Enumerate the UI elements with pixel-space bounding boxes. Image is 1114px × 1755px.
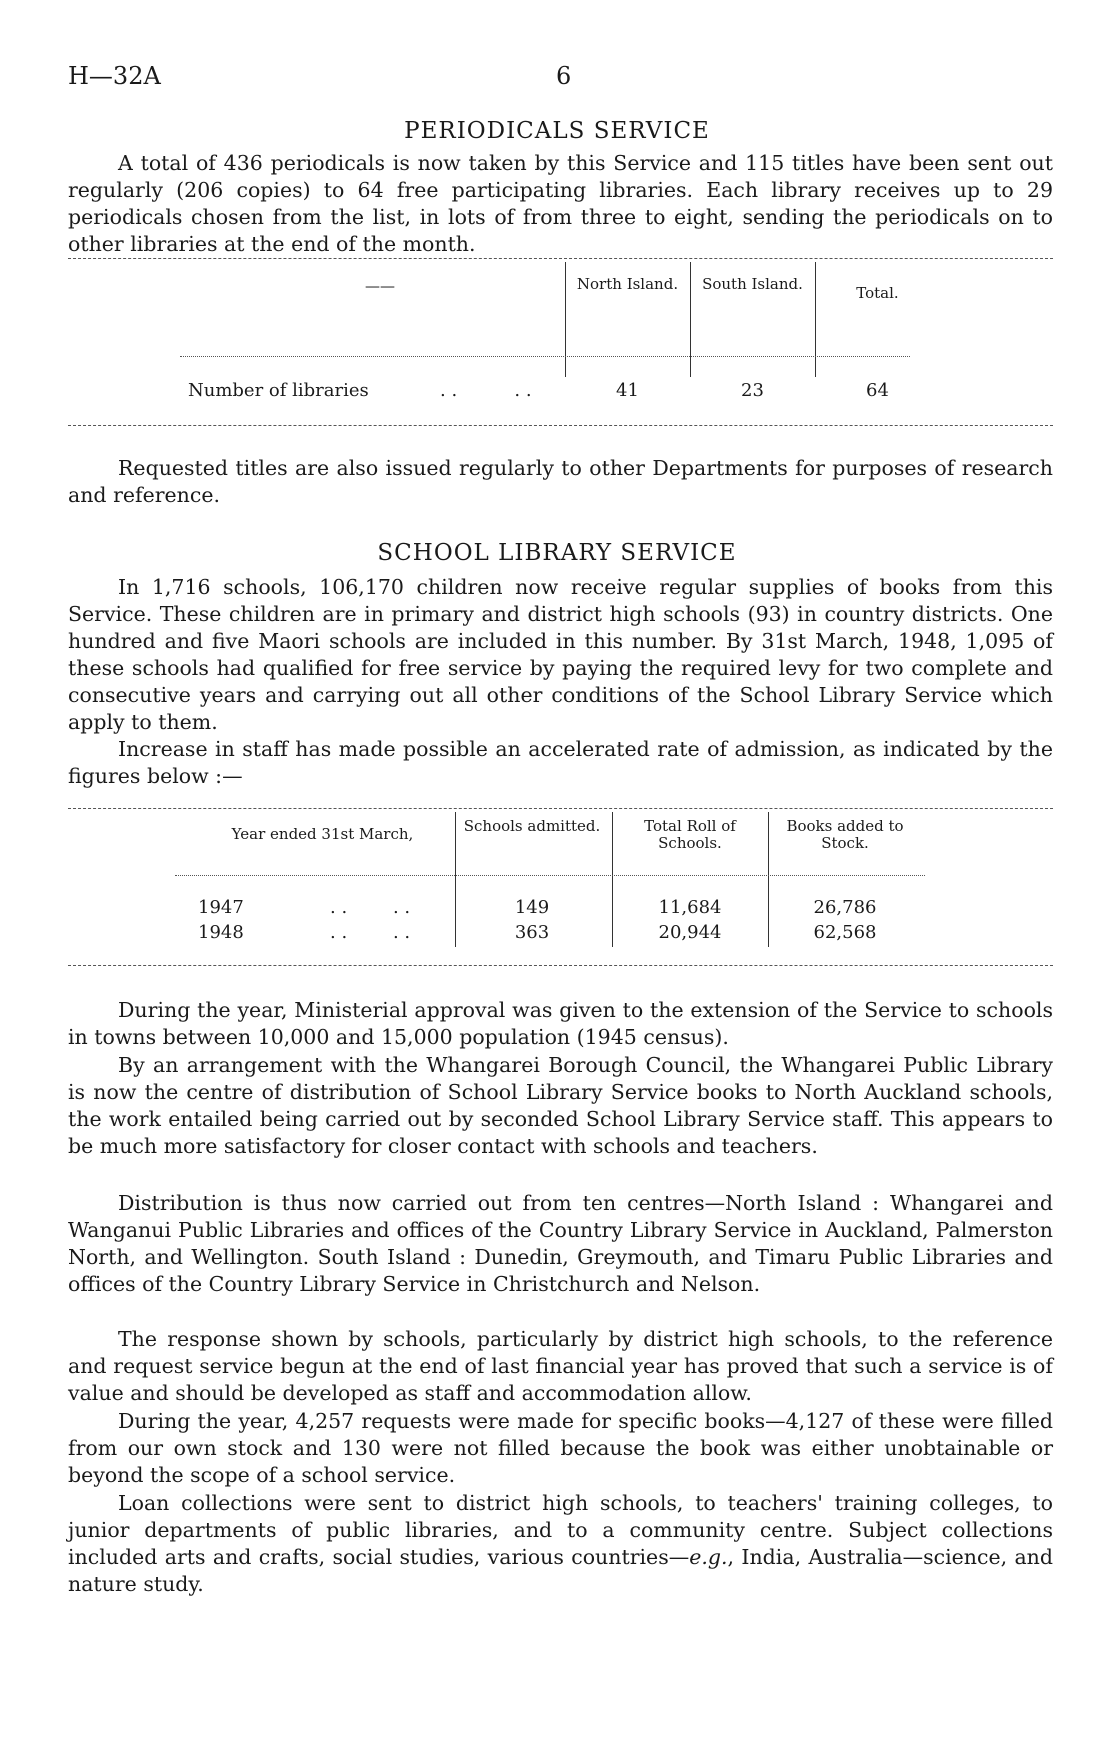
year-cell: 1948 xyxy=(198,922,244,943)
year-header: Year ended 31st March, xyxy=(231,825,414,843)
row-leader: . . . . xyxy=(330,897,411,918)
page-number: 6 xyxy=(556,62,572,90)
table-top-rule xyxy=(68,808,1053,809)
blank-header: —— xyxy=(365,277,395,295)
periodicals-heading: PERIODICALS SERVICE xyxy=(404,118,710,144)
schools-cell: 149 xyxy=(514,897,550,918)
paragraph-8-text-b: , India, Australia—science, and nature study. xyxy=(68,1545,1053,1596)
column-divider xyxy=(690,262,691,377)
table-bottom-rule xyxy=(68,425,1053,426)
books-cell: 26,786 xyxy=(813,897,877,918)
column-divider xyxy=(455,812,456,947)
paragraph-8-abbrev: e.g. xyxy=(689,1545,728,1569)
year-cell: 1947 xyxy=(198,897,244,918)
header-rule xyxy=(175,875,925,876)
report-reference: H—32A xyxy=(68,62,161,90)
table-bottom-rule xyxy=(68,965,1053,966)
school-library-paragraph-7: During the year, 4,257 requests were made for specific books—4,127 of these were filled from our own stock and 130 were not filled because the book was either unobtainable or beyond the scope of a school service. xyxy=(68,1409,1053,1487)
page-header xyxy=(68,62,1048,92)
school-library-paragraph-1: In 1,716 schools, 106,170 children now receive regular supplies of books from this Service. These children are in primary and district high schools (93) in country districts. One hundred and five Maori schools are included in this number. By 31st March, 1948, 1,095 of these schools had qualified for free service by paying the required levy for two complete and consecutive years and carrying out all other conditions of the School Library Service which apply to them. xyxy=(68,575,1053,734)
north-island-value: 41 xyxy=(616,380,639,401)
books-cell: 62,568 xyxy=(813,922,877,943)
school-library-paragraph-5: Distribution is thus now carried out from ten centres—North Island : Whangarei and Wanganui Public Libraries and offices of the Country Library Service in Auckland, Palmerston North, and Wellington. South Island : Dunedin, Greymouth, and Timaru Public Libraries and offices of the Country Library Service in Christchurch and Nelson. xyxy=(68,1191,1053,1296)
school-library-paragraph-3: During the year, Ministerial approval was given to the extension of the Service to schools in towns between 10,000 and 15,000 population (1945 census). xyxy=(68,998,1053,1049)
table-top-rule xyxy=(68,258,1053,259)
header-rule xyxy=(180,356,910,357)
roll-cell: 20,944 xyxy=(658,922,722,943)
roll-cell: 11,684 xyxy=(658,897,722,918)
schools-admitted-header: Schools admitted. xyxy=(463,817,601,835)
school-library-paragraph-4: By an arrangement with the Whangarei Borough Council, the Whangarei Public Library is now the centre of distribution of School Library Service books to North Auckland schools, the work entailed being carried out by seconded School Library Service staff. This appears to be much more satisfactory for closer contact with schools and teachers. xyxy=(68,1053,1053,1158)
column-divider xyxy=(612,812,613,947)
paragraph-8-text-a: Loan collections were sent to district high schools, to teachers' training colleges, to junior departments of public libraries, and to a community centre. Subject collections included arts and crafts, social studies, various countries— xyxy=(68,1491,1053,1569)
row-leader: . . . . xyxy=(440,380,532,401)
school-library-heading: SCHOOL LIBRARY SERVICE xyxy=(377,540,737,566)
south-island-header: South Island. xyxy=(702,275,803,293)
column-divider xyxy=(768,812,769,947)
column-divider xyxy=(815,262,816,377)
school-library-paragraph-6: The response shown by schools, particularly by district high schools, to the reference and request service begun at the end of last financial year has proved that such a service is of value and should be developed as staff and accommodation allow. xyxy=(68,1327,1053,1405)
periodicals-note: Requested titles are also issued regularly to other Departments for purposes of research and reference. xyxy=(68,456,1053,507)
schools-cell: 363 xyxy=(514,922,550,943)
north-island-header: North Island. xyxy=(576,275,679,293)
school-library-paragraph-2: Increase in staff has made possible an accelerated rate of admission, as indicated by the figures below :— xyxy=(68,737,1053,788)
periodicals-paragraph: A total of 436 periodicals is now taken by this Service and 115 titles have been sent out regularly (206 copies) to 64 free participating libraries. Each library receives up to 29 periodicals chosen from the list, in lots of from three to eight, sending the periodicals on to other libraries at the end of the month. xyxy=(68,151,1053,256)
total-value: 64 xyxy=(866,380,889,401)
total-header: Total. xyxy=(856,284,899,302)
total-roll-header: Total Roll of Schools. xyxy=(644,817,736,852)
row-label: Number of libraries xyxy=(188,380,369,401)
school-library-paragraph-8 xyxy=(68,1490,1053,1598)
row-leader: . . . . xyxy=(330,922,411,943)
column-divider xyxy=(565,262,566,377)
south-island-value: 23 xyxy=(741,380,764,401)
books-added-header: Books added to Stock. xyxy=(786,817,904,852)
